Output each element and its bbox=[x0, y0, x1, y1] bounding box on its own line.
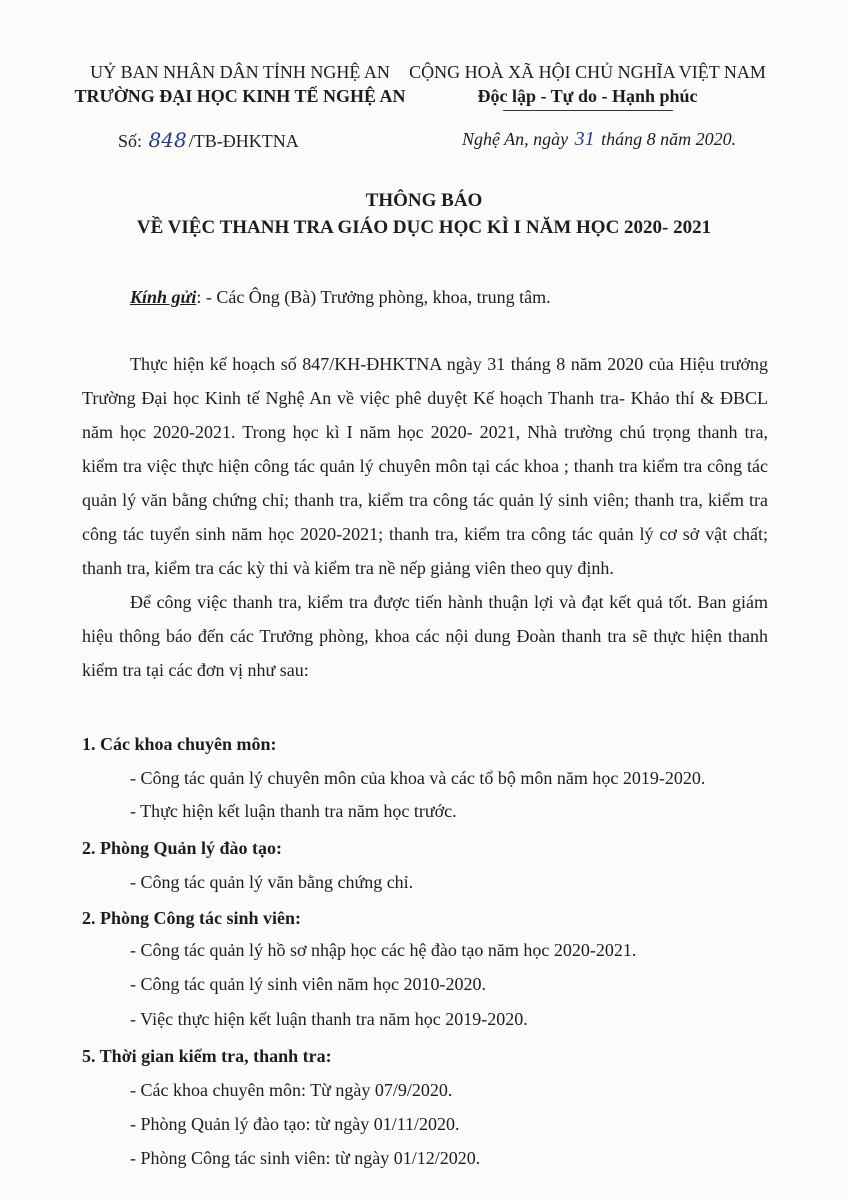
section-heading-1: 1. Các khoa chuyên môn: bbox=[82, 734, 277, 754]
section-4-item-2: - Phòng Quản lý đào tạo: từ ngày 01/11/2020. bbox=[130, 1114, 460, 1134]
section-2-item-1: - Công tác quản lý văn bằng chứng chỉ. bbox=[130, 872, 414, 892]
nation-line-1: CỘNG HOÀ XÃ HỘI CHỦ NGHĨA VIỆT NAM bbox=[409, 62, 766, 82]
paragraph-2: Để công việc thanh tra, kiểm tra được tiến hành thuận lợi và đạt kết quả tốt. Ban giám hiệu thông báo đến các Trưởng phòng, khoa các nội dung Đoàn thanh tra sẽ thực hiện thanh kiểm tra tại các đơn vị như sau: bbox=[82, 592, 768, 680]
nation-line-2: Độc lập - Tự do - Hạnh phúc bbox=[477, 86, 698, 106]
date-day-handwritten: 31 bbox=[574, 128, 595, 150]
ref-prefix: Số: bbox=[118, 131, 143, 151]
section-3-item-1: - Công tác quản lý hồ sơ nhập học các hệ đào tạo năm học 2020-2021. bbox=[130, 940, 637, 960]
national-motto bbox=[400, 60, 775, 111]
section-heading-3: 2. Phòng Công tác sinh viên: bbox=[82, 908, 302, 928]
section-4-item-1: - Các khoa chuyên môn: Từ ngày 07/9/2020. bbox=[130, 1080, 453, 1100]
doc-title: THÔNG BÁO bbox=[365, 190, 483, 211]
section-3-item-3: - Việc thực hiện kết luận thanh tra năm học 2019-2020. bbox=[130, 1009, 528, 1029]
section-1-item-2: - Thực hiện kết luận thanh tra năm học trước. bbox=[130, 801, 457, 821]
issuing-authority bbox=[60, 60, 420, 108]
motto-underline bbox=[503, 110, 673, 111]
ref-number-handwritten: 848 bbox=[148, 128, 187, 152]
section-heading-2: 2. Phòng Quản lý đào tạo: bbox=[82, 838, 283, 858]
date-suffix: tháng 8 năm 2020. bbox=[601, 129, 737, 149]
section-4-item-3: - Phòng Công tác sinh viên: từ ngày 01/12/2020. bbox=[130, 1148, 481, 1168]
section-1-item-1: - Công tác quản lý chuyên môn của khoa và các tổ bộ môn năm học 2019-2020. bbox=[130, 768, 706, 788]
date-prefix: Nghệ An, ngày bbox=[462, 129, 569, 149]
org-line-2: TRƯỜNG ĐẠI HỌC KINH TẾ NGHỆ AN bbox=[74, 86, 406, 106]
paragraph-1: Thực hiện kế hoạch số 847/KH-ĐHKTNA ngày 31 tháng 8 năm 2020 của Hiệu trưởng Trường Đại học Kinh tế Nghệ An về việc phê duyệt Kế hoạch Thanh tra- Khảo thí & ĐBCL năm học 2020-2021. Trong học kì I năm học 2020- 2021, Nhà trường chú trọng thanh tra, kiểm tra việc thực hiện công tác quản lý chuyên môn tại các khoa ; thanh tra kiểm tra công tác quản lý văn bằng chứng chỉ; thanh tra, kiểm tra công tác quản lý sinh viên; thanh tra, kiểm tra công tác tuyển sinh năm học 2020-2021; thanh tra, kiểm tra công tác quản lý cơ sở vật chất; thanh tra, kiểm tra các kỳ thi và kiểm tra nề nếp giảng viên theo quy định. bbox=[82, 354, 768, 578]
ref-suffix: /TB-ĐHKTNA bbox=[188, 131, 299, 151]
section-heading-4: 5. Thời gian kiểm tra, thanh tra: bbox=[82, 1046, 332, 1066]
recipient-text: : - Các Ông (Bà) Trưởng phòng, khoa, trung tâm. bbox=[196, 287, 551, 307]
recipient-label: Kính gửi bbox=[130, 287, 197, 307]
section-3-item-2: - Công tác quản lý sinh viên năm học 2010-2020. bbox=[130, 974, 486, 994]
recipient-line bbox=[130, 287, 551, 308]
doc-subtitle: VỀ VIỆC THANH TRA GIÁO DỤC HỌC KÌ I NĂM HỌC 2020- 2021 bbox=[136, 217, 712, 238]
issue-date bbox=[462, 128, 736, 151]
org-line-1: UỶ BAN NHÂN DÂN TỈNH NGHỆ AN bbox=[90, 62, 390, 82]
body-text bbox=[82, 347, 768, 687]
document-number bbox=[118, 128, 299, 152]
